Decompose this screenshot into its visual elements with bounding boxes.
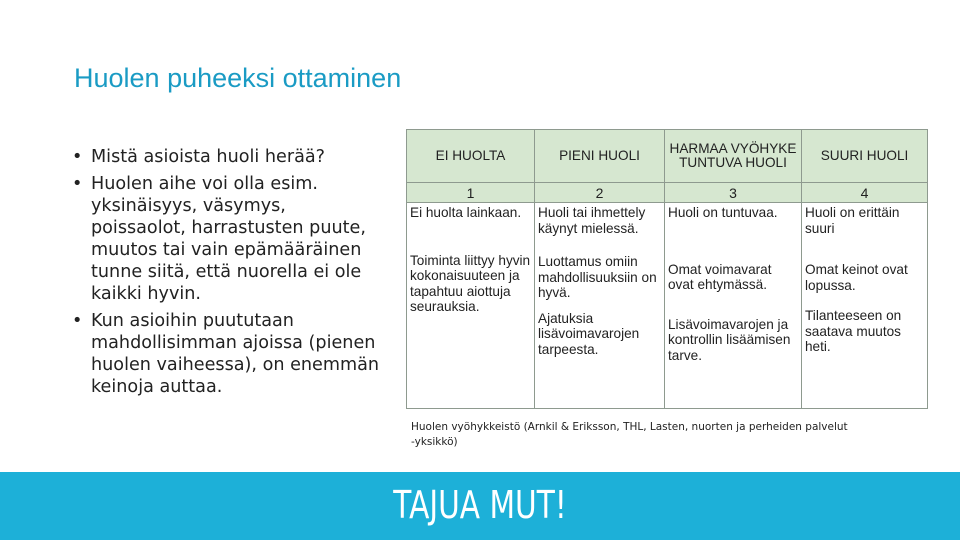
header-no-worry: EI HUOLTA	[407, 130, 535, 183]
cell-paragraph: Toiminta liittyy hyvin kokonaisuuteen ja tapahtuu aiottuja seurauksia.	[410, 252, 531, 314]
zone-number: 3	[665, 183, 802, 203]
zone-number: 2	[535, 183, 665, 203]
cell-paragraph: Omat keinot ovat lopussa.	[805, 262, 908, 293]
cell-paragraph: Tilanteeseen on saatava muutos heti.	[805, 308, 902, 354]
table-cell-zone-3	[665, 203, 802, 409]
header-grey-zone: HARMAA VYÖHYKE TUNTUVA HUOLI	[665, 130, 802, 183]
bullet-item: • Mistä asioista huoli herää?	[72, 146, 382, 168]
zone-number: 4	[802, 183, 928, 203]
bullet-item: • Kun asioihin puututaan mahdollisimman ajoissa (pienen huolen vaiheessa), on enemmän keinoja auttaa.	[72, 310, 382, 398]
cell-paragraph: Luottamus omiin mahdollisuuksiin on hyvä.	[538, 254, 657, 300]
worry-zone-table	[406, 129, 928, 409]
header-small-worry: PIENI HUOLI	[535, 130, 665, 183]
cell-paragraph: Omat voimavarat ovat ehtymässä.	[668, 261, 772, 292]
cell-paragraph: Lisävoimavarojen ja kontrollin lisäämisen tarve.	[668, 316, 791, 363]
cell-paragraph: Huoli tai ihmettely käynyt mielessä.	[538, 205, 646, 236]
header-big-worry: SUURI HUOLI	[802, 130, 928, 183]
slide-title: Huolen puheeksi ottaminen	[74, 63, 402, 93]
table-cell-zone-4	[802, 203, 928, 409]
footer-logo: TAJUA MUT!	[393, 483, 567, 527]
cell-paragraph: Ajatuksia lisävoimavarojen tarpeesta.	[538, 310, 640, 357]
cell-paragraph: Huoli on tuntuvaa.	[668, 205, 778, 220]
table-header-row	[407, 130, 928, 183]
table-caption: Huolen vyöhykkeistö (Arnkil & Eriksson, THL, Lasten, nuorten ja perheiden palvelut -yksikkö)	[411, 421, 848, 448]
bullet-list	[72, 146, 382, 403]
bullet-item: • Huolen aihe voi olla esim. yksinäisyys, väsymys, poissaolot, harrastusten puute, muutos tai vain epämääräinen tunne siitä, että nuorella ei ole kaikki hyvin.	[72, 173, 382, 305]
table-body-row	[407, 203, 928, 409]
cell-paragraph: Huoli on erittäin suuri	[805, 205, 900, 236]
cell-paragraph: Ei huolta lainkaan.	[410, 205, 522, 220]
table-cell-zone-2	[535, 203, 665, 409]
table-cell-zone-1	[407, 203, 535, 409]
zone-number: 1	[407, 183, 535, 203]
table-number-row	[407, 183, 928, 203]
